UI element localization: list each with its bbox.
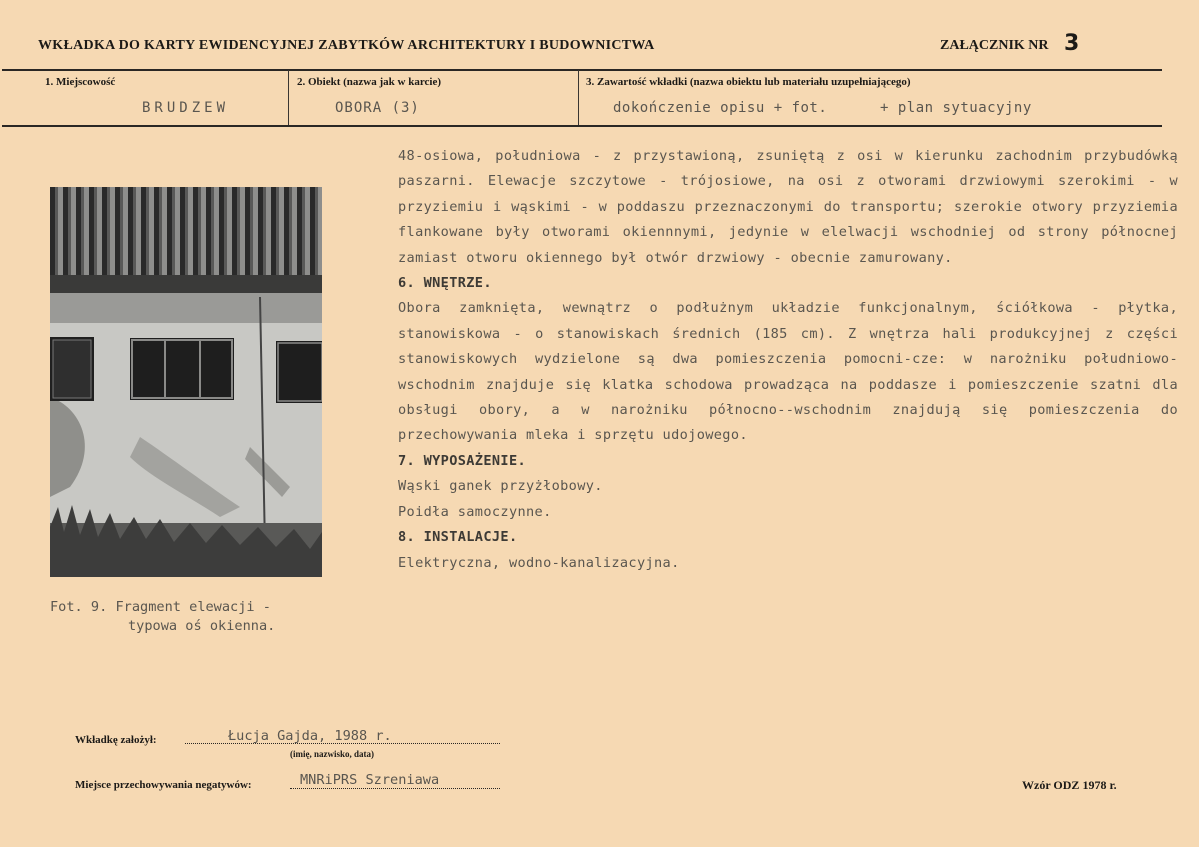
photo-caption-line1: Fot. 9. Fragment elewacji - [50, 599, 271, 615]
annex-number: 3 [1064, 31, 1080, 56]
negatives-value: MNRiPRS Szreniawa [300, 772, 440, 788]
section-7-line-1: Wąski ganek przyżłobowy. [398, 478, 603, 495]
section-6-heading: 6. WNĘTRZE. [398, 275, 492, 292]
content-value: dokończenie opisu + fot. [613, 100, 828, 116]
field-divider-1 [288, 70, 289, 125]
section-8-heading: 8. INSTALACJE. [398, 529, 518, 546]
founder-label: Wkładkę założył: [75, 734, 157, 746]
object-value: OBORA (3) [335, 100, 420, 116]
section-7-heading: 7. WYPOSAŻENIE. [398, 452, 527, 469]
locality-label: 1. Miejscowość [45, 76, 116, 88]
form-model: Wzór ODZ 1978 r. [1022, 778, 1117, 792]
field-divider-2 [578, 70, 579, 125]
photo-caption [50, 598, 350, 636]
section-7-line-2: Poidła samoczynne. [398, 503, 552, 520]
description-paragraph-1: 48-osiowa, południowa - z przystawioną, zsuniętą z osi w kierunku zachodnim przybudówką paszarni. Elewacje szczytowe - trójosiowe, na osi z otworami drzwiowymi szerokimi - w przyziemiu i wąskimi - w poddaszu przeznaczonymi do transportu; szerokie otwory przyziemia flankowane były otworami okiennnymi, jedynie w elelwacji wschodniej od strony północnej zamiast otworu okiennego był otwór drzwiowy - obecnie zamurowany. [398, 148, 1178, 266]
section-8-line-1: Elektryczna, wodno-kanalizacyjna. [398, 554, 680, 571]
founder-value: Łucja Gajda, 1988 r. [228, 728, 392, 744]
header-top-rule [2, 69, 1162, 71]
document-title: WKŁADKA DO KARTY EWIDENCYJNEJ ZABYTKÓW ARCHITEKTURY I BUDOWNICTWA [38, 38, 655, 53]
annex-label: ZAŁĄCZNIK NR [940, 38, 1049, 53]
locality-value: BRUDZEW [142, 100, 230, 116]
founder-hint: (imię, nazwisko, data) [290, 749, 374, 759]
negatives-line [290, 788, 500, 789]
description-text [398, 144, 1178, 576]
content-value-plan: + plan sytuacyjny [880, 100, 1032, 116]
object-label: 2. Obiekt (nazwa jak w karcie) [297, 76, 442, 88]
building-photo [50, 187, 322, 577]
section-6-text: Obora zamknięta, wewnątrz o podłużnym układzie funkcjonalnym, ściółkowa - płytka, stanowiskowa - o stanowiskach średnich (185 cm). Z wnętrza hali produkcyjnej z części stanowiskowych wydzielone są dwa pomieszczenia pomocni-cze: w narożniku południowo-wschodnim znajduje się klatka schodowa prowadząca na poddasze i pomieszczenie szatni dla obsługi obory, a w narożniku północno--wschodnim znajdują się pomieszczenia do przechowywania mleka i sprzętu udojowego. [398, 300, 1178, 444]
negatives-label: Miejsce przechowywania negatywów: [75, 779, 252, 791]
content-label: 3. Zawartość wkładki (nazwa obiektu lub materiału uzupełniającego) [586, 76, 911, 88]
header-bottom-rule [2, 125, 1162, 127]
photo-caption-line2: typowa oś okienna. [128, 618, 276, 634]
